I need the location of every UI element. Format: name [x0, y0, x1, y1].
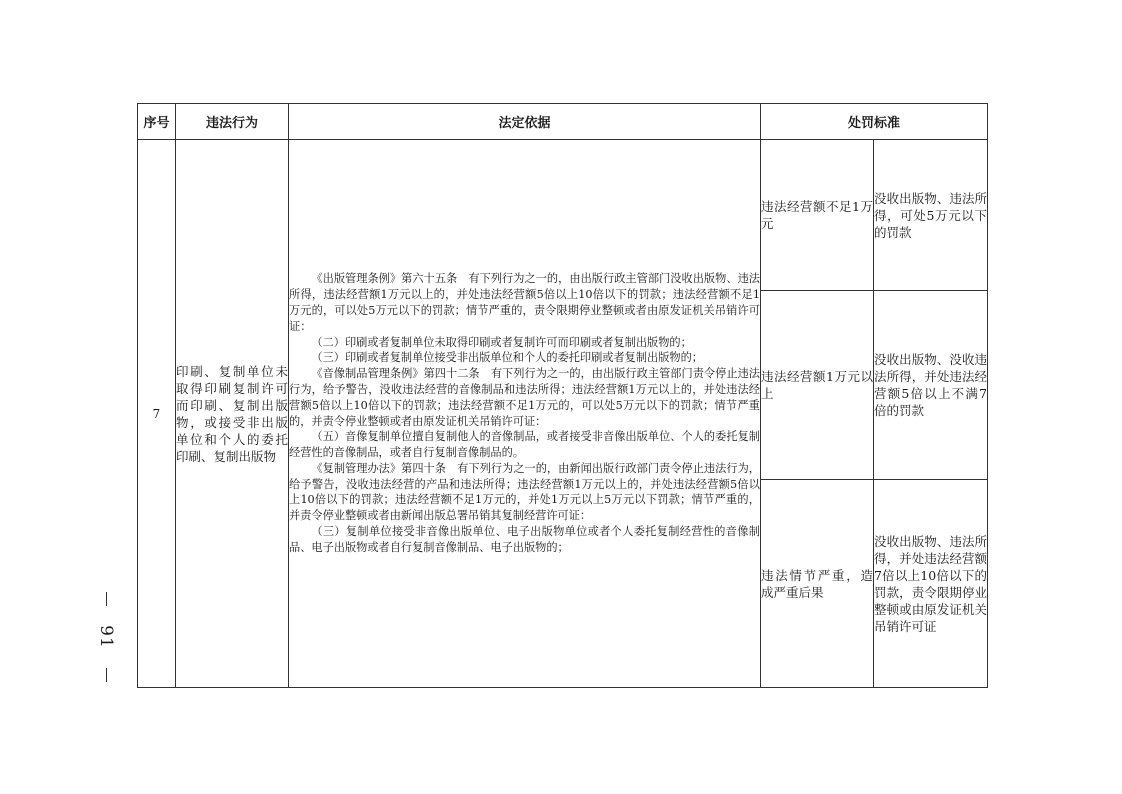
basis-paragraph: （三）复制单位接受非音像出版单位、电子出版物单位或者个人委托复制经营性的音像制品、电子出版物或者自行复制音像制品、电子出版物的； — [289, 525, 760, 554]
penalty-table — [137, 103, 988, 688]
page-number — [94, 592, 118, 682]
table-row — [138, 140, 988, 291]
basis-paragraph: （五）音像复制单位擅自复制他人的音像制品，或者接受非音像出版单位、个人的委托复制经营性的音像制品，或者自行复制音像制品的。 — [289, 430, 760, 460]
standard-penalty: 没收出版物、违法所得，可处5万元以下的罚款 — [874, 140, 988, 291]
standard-penalty: 没收出版物、没收违法所得，并处违法经营额5倍以上不满7倍的罚款 — [874, 291, 988, 480]
page-number-dash — [106, 592, 107, 606]
row-act: 印刷、复制单位未取得印刷复制许可而印刷、复制出版物，或接受非出版单位和个人的委托印刷、复制出版物 — [176, 140, 289, 688]
standard-condition: 违法情节严重，造成严重后果 — [761, 480, 874, 688]
basis-paragraph: 《出版管理条例》第六十五条 有下列行为之一的，由出版行政主管部门没收出版物、违法所得，违法经营额1万元以上的，并处违法经营额5倍以上10倍以下的罚款；违法经营额不足1万元的，可以处5万元以下的罚款；情节严重的，责令限期停业整顿或者由原发证机关吊销许可证： — [289, 272, 760, 333]
page-number-dash — [106, 668, 107, 682]
basis-paragraph: （三）印刷或者复制单位接受非出版单位和个人的委托印刷或者复制出版物的； — [311, 351, 703, 365]
standard-penalty: 没收出版物、违法所得，并处违法经营额7倍以上10倍以下的罚款，责令限期停业整顿或由原发证机关吊销许可证 — [874, 480, 988, 688]
header-standard: 处罚标准 — [761, 104, 988, 140]
basis-paragraph: 《复制管理办法》第四十条 有下列行为之一的，由新闻出版行政部门责令停止违法行为，给予警告，没收违法经营的产品和违法所得；违法经营额1万元以上的，并处违法经营额5倍以上10倍以下的罚款；违法经营额不足1万元的，并处1万元以上5万元以下罚款；情节严重的，并责令停业整顿或者由新闻出版总署吊销其复制经营许可证： — [289, 461, 760, 523]
row-basis — [289, 140, 761, 688]
standard-condition: 违法经营额1万元以上 — [761, 291, 874, 480]
basis-paragraph: （二）印刷或者复制单位未取得印刷或者复制许可而印刷或者复制出版物的； — [311, 335, 692, 349]
page-number-value: 91 — [95, 625, 116, 649]
standard-condition: 违法经营额不足1万元 — [761, 140, 874, 291]
basis-paragraph: 《音像制品管理条例》第四十二条 有下列行为之一的，由出版行政主管部门责令停止违法行为，给予警告，没收违法经营的音像制品和违法所得；违法经营额1万元以上的，并处违法经营额5倍以上10倍以下的罚款；违法经营额不足1万元的，可以处5万元以下的罚款；情节严重的，并责令停业整顿或者由原发证机关吊销许可证： — [289, 367, 760, 428]
header-index: 序号 — [138, 104, 176, 140]
header-row — [138, 104, 988, 140]
header-basis: 法定依据 — [289, 104, 761, 140]
row-index: 7 — [138, 140, 176, 688]
header-act: 违法行为 — [176, 104, 289, 140]
